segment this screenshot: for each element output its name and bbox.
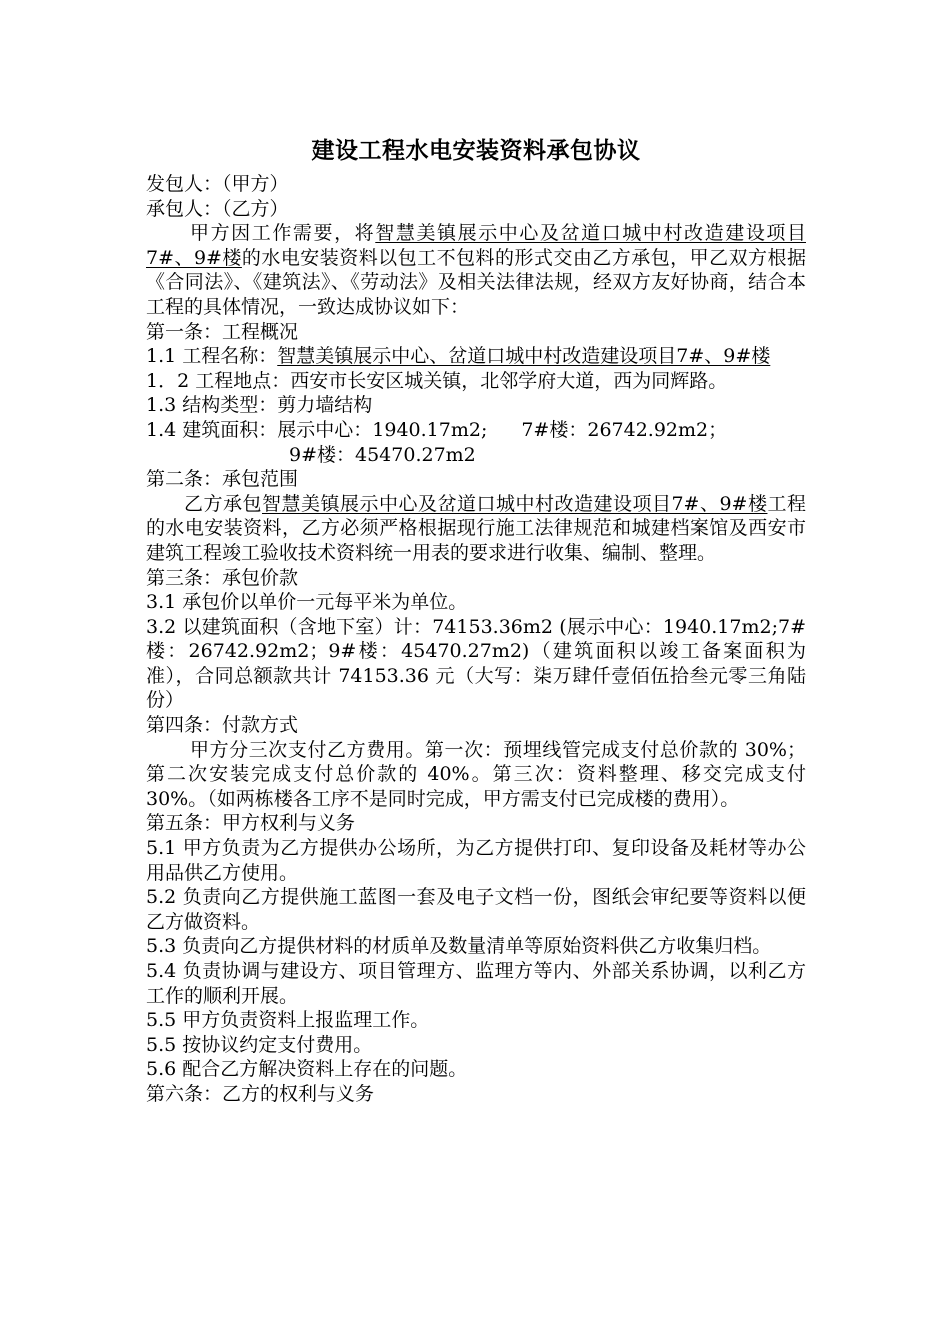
party-b-line: 承包人：（乙方） bbox=[146, 197, 289, 220]
project-name-label: 1.1 工程名称： bbox=[146, 345, 278, 368]
section-4-heading: 第四条：付款方式 bbox=[146, 714, 299, 737]
section-6-heading: 第六条：乙方的权利与义务 bbox=[146, 1082, 375, 1105]
building-area-line bbox=[146, 418, 806, 443]
clause-5-5b: 5.5 按协议约定支付费用。 bbox=[146, 1033, 373, 1056]
intro-project-name: 智慧美镇展示中心及岔道口城中村改造建设项目7#、9#楼 bbox=[146, 222, 806, 269]
intro-post: 的水电安装资料以包工不包料的形式交由乙方承包，甲乙双方根据《合同法》、《建筑法》、《劳动法》及相关法律法规，经双方友好协商，结合本工程的具体情况，一致达成协议如下： bbox=[146, 246, 806, 318]
area-building-7: 7#楼：26742.92m2； bbox=[521, 418, 728, 441]
project-location-line: 1．2 工程地点：西安市长安区城关镇，北邻学府大道，西为同辉路。 bbox=[146, 369, 728, 392]
payment-paragraph: 甲方分三次支付乙方费用。第一次：预埋线管完成支付总价款的 30%；第二次安装完成支付总价款的 40%。第三次：资料整理、移交完成支付 30%。（如两栋楼各工序不是同时完成，甲方需支付已完成楼的费用）。 bbox=[146, 738, 806, 810]
clause-5-6: 5.6 配合乙方解决资料上存在的问题。 bbox=[146, 1058, 468, 1081]
scope-pre: 乙方承包 bbox=[184, 492, 262, 515]
party-a-line: 发包人：（甲方） bbox=[146, 173, 289, 195]
scope-post: 工程的水电安装资料，乙方必须严格根据现行施工法律规范和城建档案馆及西安市建筑工程竣工验收技术资料统一用表的要求进行收集、编制、整理。 bbox=[146, 492, 806, 564]
scope-project-name: 智慧美镇展示中心及岔道口城中村改造建设项目7#、9#楼 bbox=[262, 492, 768, 515]
structure-type-line: 1.3 结构类型：剪力墙结构 bbox=[146, 394, 373, 417]
section-5-heading: 第五条：甲方权利与义务 bbox=[146, 812, 356, 835]
area-exhibition: 展示中心：1940.17m2; bbox=[277, 418, 488, 441]
section-3-heading: 第三条：承包价款 bbox=[146, 566, 299, 589]
section-2-heading: 第二条：承包范围 bbox=[146, 468, 299, 491]
project-name-line bbox=[146, 344, 806, 369]
document-page bbox=[146, 136, 806, 1107]
clause-5-4: 5.4 负责协调与建设方、项目管理方、监理方等内、外部关系协调，以利乙方工作的顺利开展。 bbox=[146, 960, 806, 1007]
clause-5-1: 5.1 甲方负责为乙方提供办公场所，为乙方提供打印、复印设备及耗材等办公用品供乙方使用。 bbox=[146, 837, 806, 884]
section-1-heading: 第一条：工程概况 bbox=[146, 320, 299, 343]
area-building-9: 9#楼：45470.27m2 bbox=[289, 443, 476, 466]
clause-5-5a: 5.5 甲方负责资料上报监理工作。 bbox=[146, 1009, 430, 1032]
price-3-2: 3.2 以建筑面积（含地下室）计：74153.36m2 (展示中心：1940.17m2;7#楼：26742.92m2；9#楼：45470.27m2)（建筑面积以竣工备案面积为准），合同总额款共计 74153.36 元（大写：柒万肆仟壹佰伍拾叁元零三角陆份） bbox=[146, 615, 806, 712]
clause-5-3: 5.3 负责向乙方提供材料的材质单及数量清单等原始资料供乙方收集归档。 bbox=[146, 935, 772, 958]
intro-paragraph bbox=[146, 221, 806, 319]
scope-paragraph bbox=[146, 492, 806, 566]
building-area-label: 1.4 建筑面积： bbox=[146, 418, 278, 441]
price-3-1: 3.1 承包价以单价一元每平米为单位。 bbox=[146, 591, 468, 614]
intro-pre: 甲方因工作需要，将 bbox=[190, 222, 376, 245]
document-title: 建设工程水电安装资料承包协议 bbox=[311, 137, 641, 164]
clause-5-2: 5.2 负责向乙方提供施工蓝图一套及电子文档一份，图纸会审纪要等资料以便乙方做资料。 bbox=[146, 886, 806, 933]
project-name-value: 智慧美镇展示中心、岔道口城中村改造建设项目7#、9#楼 bbox=[277, 345, 771, 368]
